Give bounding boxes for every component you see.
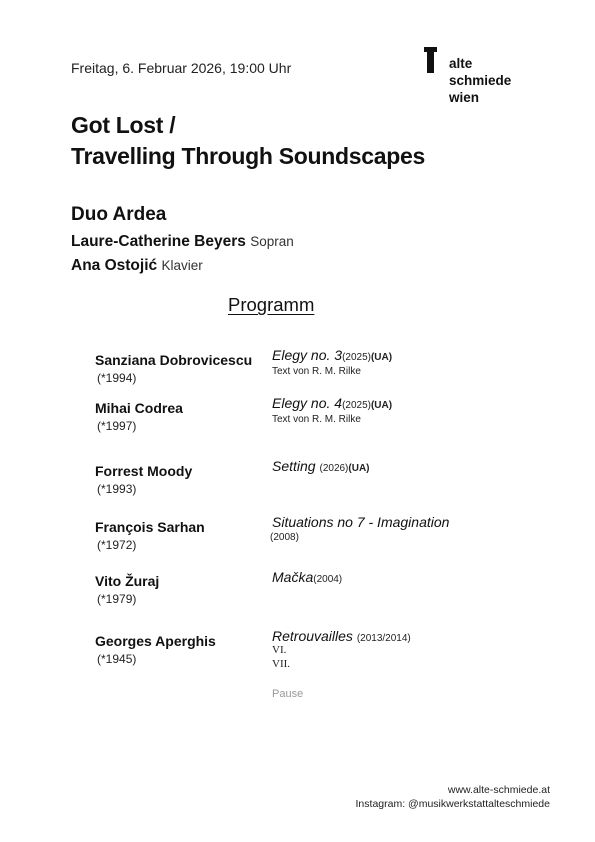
work-year: (2004): [313, 574, 343, 585]
composer-name: Vito Žuraj: [95, 573, 160, 589]
premiere-badge: (UA): [348, 463, 370, 474]
work-year: (2008): [270, 532, 299, 543]
logo-line-1: alte: [449, 56, 473, 71]
work-year: (2013/2014): [356, 633, 411, 644]
premiere-badge: (UA): [370, 400, 393, 411]
work-title: Mačka: [272, 569, 314, 585]
work-title-line: [272, 347, 392, 363]
composer-name: Sanziana Dobrovicescu: [95, 352, 253, 368]
work-title: Setting: [272, 458, 316, 474]
performer-role: Sopran: [250, 234, 294, 249]
composer-years: (*1993): [97, 482, 137, 496]
composer-name: Georges Aperghis: [95, 633, 216, 649]
performer-2: [71, 257, 203, 275]
work-note: Text von R. M. Rilke: [272, 366, 361, 377]
logo-line-2: schmiede: [449, 73, 512, 88]
movement: VI.: [272, 644, 287, 656]
work-title: Retrouvailles: [272, 628, 353, 644]
ensemble-name: Duo Ardea: [71, 204, 167, 225]
composer-years: (*1997): [97, 419, 137, 433]
t-logo-icon: [424, 44, 444, 74]
composer-years: (*1979): [97, 592, 137, 606]
work-year: (2025): [342, 400, 371, 411]
movement: VII.: [272, 658, 291, 670]
performer-1: [71, 233, 294, 251]
work-year: (2025): [342, 352, 371, 363]
work-title-line: [272, 458, 370, 474]
composer-name: Mihai Codrea: [95, 400, 183, 416]
composer-name: François Sarhan: [95, 519, 205, 535]
program-heading: Programm: [228, 294, 315, 315]
work-year: (2026): [319, 463, 349, 474]
work-title-line: [272, 628, 411, 644]
composer-years: (*1945): [97, 652, 137, 666]
performer-name: Ana Ostojić: [71, 257, 158, 274]
work-title-line: [272, 569, 342, 585]
composer-years: (*1994): [97, 371, 137, 385]
event-date: Freitag, 6. Februar 2026, 19:00 Uhr: [71, 60, 292, 76]
work-title: Elegy no. 4: [272, 395, 343, 411]
work-title: Elegy no. 3: [272, 347, 343, 363]
composer-name: Forrest Moody: [95, 463, 193, 479]
logo-line-3: wien: [449, 90, 480, 105]
event-title-line-1: Got Lost /: [71, 112, 176, 138]
performer-name: Laure-Catherine Beyers: [71, 233, 246, 250]
instagram-handle[interactable]: Instagram: @musikwerkstattalteschmiede: [355, 798, 550, 810]
pause-label: Pause: [272, 688, 304, 700]
work-title: Situations no 7 - Imagination: [272, 514, 450, 530]
work-title-line: [272, 395, 392, 411]
performer-role: Klavier: [161, 258, 203, 273]
event-title-line-2: Travelling Through Soundscapes: [71, 143, 425, 169]
premiere-badge: (UA): [370, 352, 393, 363]
work-note: Text von R. M. Rilke: [272, 414, 361, 425]
alte-schmiede-logo: [424, 44, 534, 114]
composer-years: (*1972): [97, 538, 137, 552]
website-link[interactable]: www.alte-schmiede.at: [447, 784, 550, 796]
